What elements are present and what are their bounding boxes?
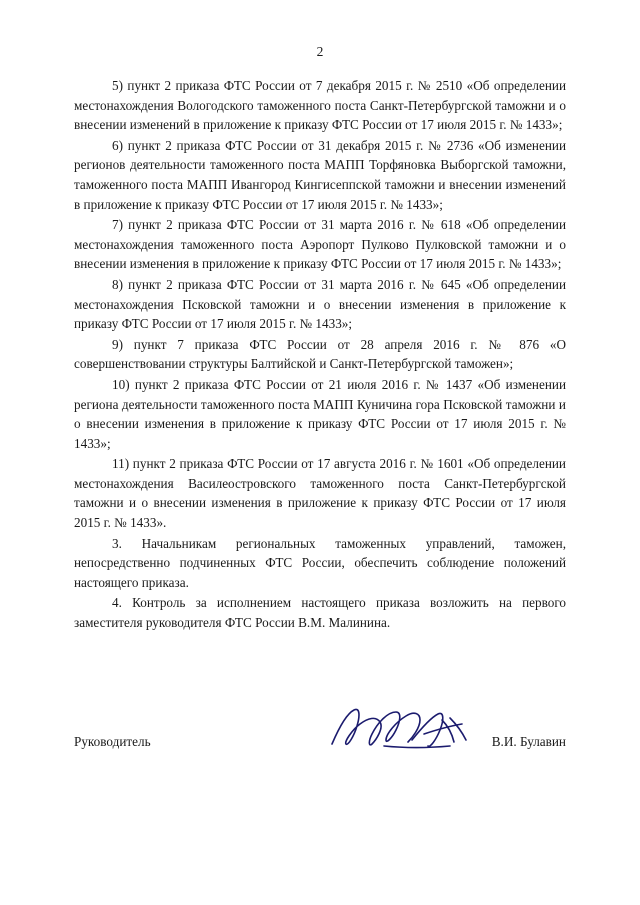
paragraph: 11) пункт 2 приказа ФТС России от 17 августа 2016 г. № 1601 «Об определении местонахождения Василеостровского таможенного поста Санкт-Петербургской таможни и о внесении изменения в приложение к приказу ФТС России от 17 июля 2015 г. № 1433». <box>74 456 566 531</box>
signature-block <box>74 726 566 766</box>
signatory-title: Руководитель <box>74 734 151 749</box>
paragraph: 7) пункт 2 приказа ФТС России от 31 марта 2016 г. № 618 «Об определении местонахождения таможенного поста Аэропорт Пулково Пулковской таможни и о внесении изменения в приложение к приказу ФТС России от 17 июля 2015 г. № 1433»; <box>74 217 566 272</box>
paragraph: 5) пункт 2 приказа ФТС России от 7 декабря 2015 г. № 2510 «Об определении местонахождения Вологодского таможенного поста Санкт-Петербургской таможни и о внесении изменений в приложение к приказу ФТС России от 17 июля 2015 г. № 1433»; <box>74 78 566 133</box>
paragraph: 4. Контроль за исполнением настоящего приказа возложить на первого заместителя руководителя ФТС России В.М. Малинина. <box>74 595 566 631</box>
paragraph: 10) пункт 2 приказа ФТС России от 21 июля 2016 г. № 1437 «Об изменении региона деятельности таможенного поста МАПП Куничина гора Псковской таможни и о внесении изменения в приложение к приказу ФТС России от 17 июля 2015 г. № 1433»; <box>74 376 566 451</box>
page-number: 2 <box>316 44 324 59</box>
paragraph: 6) пункт 2 приказа ФТС России от 31 декабря 2015 г. № 2736 «Об изменении регионов деятельности таможенного поста МАПП Торфяновка Выборгской таможни, таможенного поста МАПП Ивангород Кингисеппской таможни и внесении изменений в приложение к приказу ФТС России от 17 июля 2015 г. № 1433»; <box>74 137 566 212</box>
paragraph: 9) пункт 7 приказа ФТС России от 28 апреля 2016 г. № 876 «О совершенствовании структуры Балтийской и Санкт-Петербургской таможен»; <box>74 336 566 372</box>
signatory-name: В.И. Булавин <box>491 734 566 749</box>
paragraph: 3. Начальникам региональных таможенных управлений, таможен, непосредственно подчиненных ФТС России, обеспечить соблюдение положений настоящего приказа. <box>74 535 566 590</box>
document-body <box>74 76 566 633</box>
paragraph: 8) пункт 2 приказа ФТС России от 31 марта 2016 г. № 645 «Об определении местонахождения Псковской таможни и о внесении изменения в приложение к приказу ФТС России от 17 июля 2015 г. № 1433»; <box>74 276 566 332</box>
signature-scrawl-icon <box>324 700 474 756</box>
